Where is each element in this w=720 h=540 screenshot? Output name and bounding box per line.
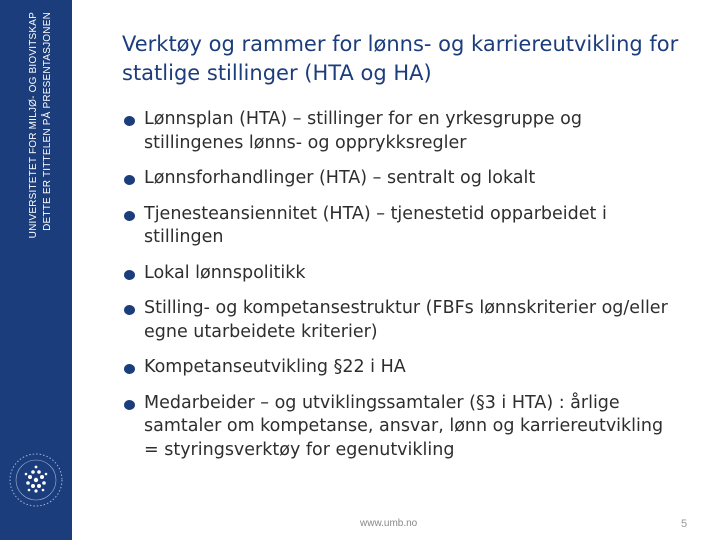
- sidebar-text: [8, 12, 56, 412]
- page-number: 5: [681, 518, 688, 530]
- bullet-text: Lokal lønnspolitikk: [144, 262, 306, 283]
- sidebar: [0, 0, 72, 540]
- bullet-text: Kompetanseutvikling §22 i HA: [144, 357, 406, 377]
- bullet-dot-icon: [124, 175, 135, 185]
- university-name-label: UNIVERSITETET FOR MILJØ- OG BIOVITSKAP: [28, 12, 39, 239]
- bullet-dot-icon: [124, 211, 135, 221]
- bullet-dot-icon: [124, 364, 135, 374]
- bullet-item: [122, 167, 677, 191]
- bullet-item: [122, 356, 677, 380]
- bullet-dot-icon: [124, 116, 135, 126]
- bullet-text: Lønnsplan (HTA) – stillinger for en yrkesgruppe og stillingenes lønns- og opprykksregler: [144, 109, 582, 153]
- presentation-title-label: DETTE ER TITTELEN PÅ PRESENTASJONEN: [42, 12, 53, 231]
- bullet-text: Medarbeider – og utviklingssamtaler (§3 i HTA) : årlige samtaler om kompetanse, ansvar, lønn og karriereutvikling = styringsverktøy for egenutvikling: [144, 392, 664, 460]
- bullet-item: [122, 297, 677, 344]
- bullet-text: Tjenesteansiennitet (HTA) – tjenestetid opparbeidet i stillingen: [144, 203, 607, 247]
- slide-title: Verktøy og rammer for lønns- og karriereutvikling for statlige stillinger (HTA og HA): [122, 32, 679, 85]
- bullet-dot-icon: [124, 305, 135, 315]
- bullet-item: [122, 262, 677, 286]
- bullet-dot-icon: [124, 400, 135, 410]
- bullet-item: [122, 392, 677, 463]
- university-seal-icon: [8, 452, 64, 508]
- bullet-text: Lønnsforhandlinger (HTA) – sentralt og lokalt: [144, 168, 536, 188]
- bullet-item: [122, 108, 677, 155]
- bullet-dot-icon: [124, 270, 135, 280]
- footer-url[interactable]: www.umb.no: [360, 518, 418, 529]
- bullet-list: [122, 108, 677, 474]
- bullet-text: Stilling- og kompetansestruktur (FBFs lønnskriterier og/eller egne utarbeidete kriterier): [144, 298, 668, 342]
- bullet-item: [122, 203, 677, 250]
